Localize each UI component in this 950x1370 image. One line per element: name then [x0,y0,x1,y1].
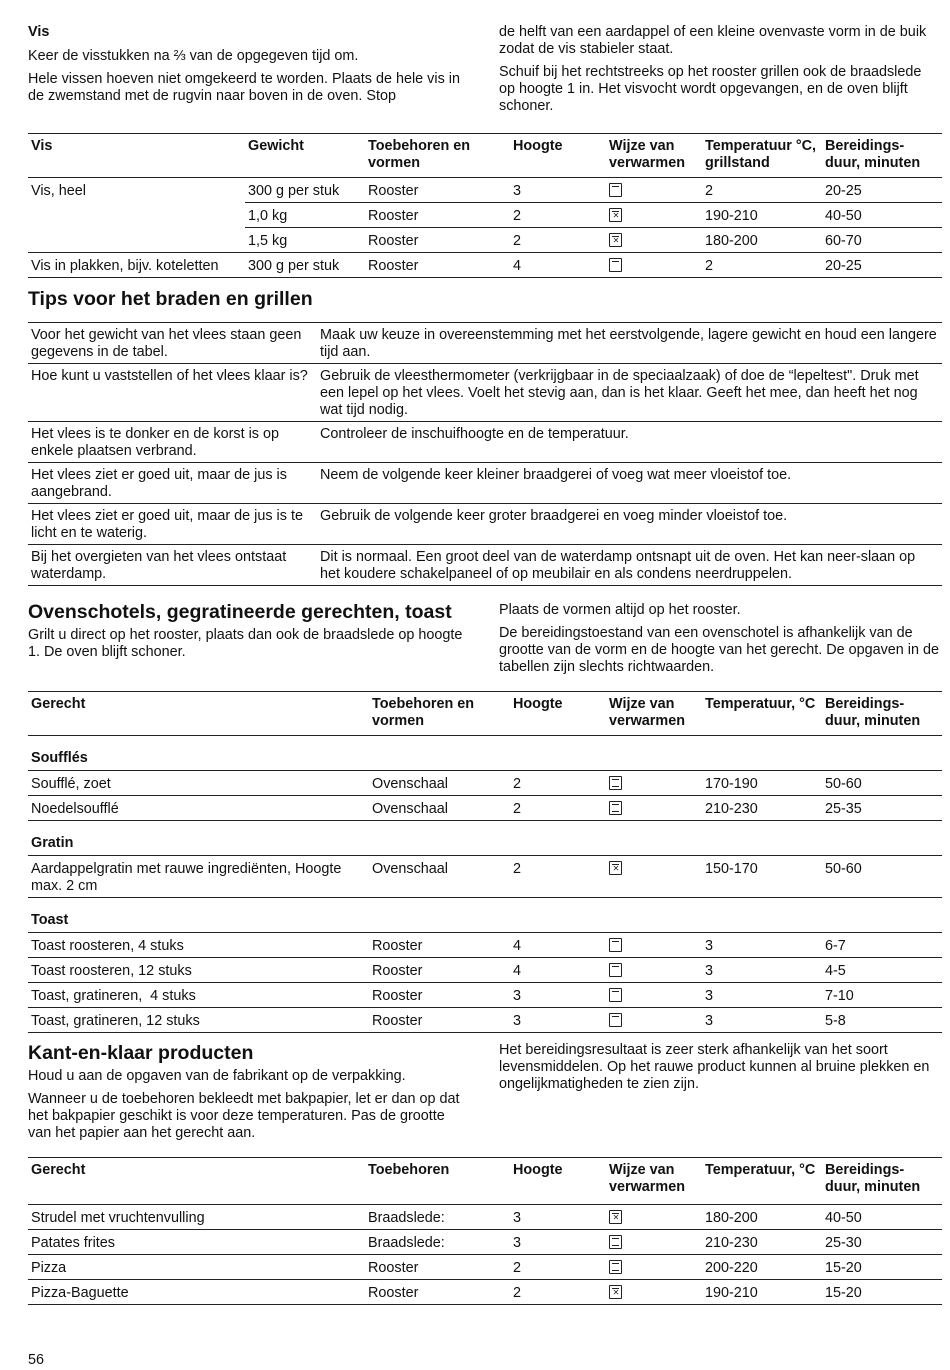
cell: 20-25 [825,183,862,199]
cell [606,771,702,796]
tips-answer: Neem de volgende keer kleiner braadgerei of voeg wat meer vloeistof toe. [317,463,942,504]
cell: 4-5 [822,958,942,983]
table-row [28,771,942,796]
vis-paragraph-1: Keer de visstukken na ⅔ van de opgegeven tijd om. [28,48,359,64]
cell: 6-7 [822,933,942,958]
cell: Aardappelgratin met rauwe ingrediënten, Hoogte max. 2 cm [28,856,369,898]
cell: Toast roosteren, 4 stuks [28,933,369,958]
cell: 3 [513,1210,522,1226]
col-header: Bereidings-duur, minuten [822,134,942,178]
cell: 170-190 [702,771,822,796]
cell: 25-35 [822,796,942,821]
cell [28,228,245,253]
cell: 2 [510,796,606,821]
cell: 60-70 [822,228,942,253]
cell [606,228,702,253]
ovenschotels-paragraph-1: Grilt u direct op het rooster, plaats dan ook de braadslede op hoogte 1. De oven blijft schoner. [28,627,463,660]
cell: 2 [510,1255,606,1280]
cell: 150-170 [702,856,822,898]
col-header: Bereidings-duur, minuten [822,692,942,736]
cell: 3 [702,983,822,1008]
cell: 1,0 kg [245,203,365,228]
cell [606,958,702,983]
cell: 2 [510,1280,606,1305]
cell [606,1205,702,1230]
tips-row [28,463,942,504]
cell: Rooster [369,958,510,983]
cell [606,983,702,1008]
cell: Toast roosteren, 12 stuks [28,958,369,983]
tips-question: Voor het gewicht van het vlees staan geen gegevens in de tabel. [28,323,317,364]
cell: Vis in plakken, bijv. koteletten [28,253,245,278]
cell: Rooster [365,228,510,253]
table-row [28,203,942,228]
kant-heading: Kant-en-klaar producten [28,1042,254,1064]
cell: 180-200 [702,228,822,253]
table-row [28,1008,942,1033]
cell: Noedelsoufflé [28,796,369,821]
ovenschotels-right [499,602,941,682]
cell: 2 [705,183,714,199]
fan-grill-icon [609,1210,622,1224]
cell: 25-30 [822,1230,942,1255]
tips-question: Het vlees is te donker en de korst is op enkele plaatsen verbrand. [28,422,317,463]
cell: Toast, gratineren, 4 stuks [28,983,369,1008]
vis-table-header [28,134,942,178]
tips-row [28,323,942,364]
vis-heading: Vis [28,24,50,40]
col-header: Temperatuur °C, grillstand [702,134,822,178]
cell: 2 [510,856,606,898]
kant-table-header [28,1158,942,1205]
col-header: Vis [28,134,245,178]
vis-intro-right [499,24,941,121]
cell: 3 [702,958,822,983]
cell: 2 [510,203,606,228]
col-header: Wijze van verwarmen [606,1158,702,1205]
vis-paragraph-4: Schuif bij het rechtstreeks op het rooster grillen ook de braadslede op hoogte 1 in. Het visvocht wordt opgevangen, en de oven blijft schoner. [499,64,922,114]
cell: 3 [702,933,822,958]
cell: Vis, heel [31,183,86,199]
kant-paragraph-2: Wanneer u de toebehoren bekleedt met bakpapier, let er dan op dat het bakpapier geschikt is voor deze temperaturen. Pas de grootte van het papier aan het gerecht aan. [28,1091,460,1141]
cell: 1,5 kg [245,228,365,253]
col-header: Temperatuur, °C [702,692,822,736]
tips-row [28,504,942,545]
group-row [28,898,942,933]
cell: Rooster [365,1280,510,1305]
group-row [28,736,942,771]
cell: 190-210 [702,203,822,228]
cell: Braadslede: [365,1230,510,1255]
fan-grill-icon [609,208,622,222]
cell [606,1280,702,1305]
grill-icon [609,258,622,272]
tips-question: Het vlees ziet er goed uit, maar de jus is te licht en te waterig. [28,504,317,545]
cell: 3 [702,1008,822,1033]
kant-paragraph-1: Houd u aan de opgaven van de fabrikant op de verpakking. [28,1068,406,1084]
oven-table-header [28,692,942,736]
cell: 300 g per stuk [245,253,365,278]
cell [606,1230,702,1255]
cell: 3 [513,183,522,199]
col-header: Wijze van verwarmen [606,134,702,178]
cell: 3 [510,983,606,1008]
table-row [28,228,942,253]
col-header: Toebehoren en vormen [369,692,510,736]
table-row [28,253,942,278]
kant-paragraph-3: Het bereidingsresultaat is zeer sterk afhankelijk van het soort levensmiddelen. Op het rauwe product kunnen al bruine plekken en ongelijkmatigheden te zien zijn. [499,1042,930,1092]
tips-row [28,364,942,422]
cell: 210-230 [702,796,822,821]
cell [606,1255,702,1280]
cell: 300 g per stuk [248,183,340,199]
cell: 2 [510,228,606,253]
tips-question: Het vlees ziet er goed uit, maar de jus is aangebrand. [28,463,317,504]
tips-answer: Dit is normaal. Een groot deel van de waterdamp ontsnapt uit de oven. Het kan neer-slaan op het koudere schakelpaneel of op meubilair en als condens neerdruppelen. [317,545,942,586]
col-header: Toebehoren [365,1158,510,1205]
group-title: Soufflés [31,750,88,766]
cell: 50-60 [822,771,942,796]
group-title: Gratin [31,835,74,851]
oven-table [28,691,942,1033]
table-row [28,796,942,821]
table-row [28,1205,942,1230]
cell [606,933,702,958]
top-bottom-heat-icon [609,1235,622,1249]
top-bottom-heat-icon [609,801,622,815]
tips-question: Bij het overgieten van het vlees ontstaat waterdamp. [28,545,317,586]
table-row [28,178,942,203]
col-header: Gerecht [28,692,369,736]
fan-grill-icon [609,233,622,247]
cell: 3 [510,1230,606,1255]
ovenschotels-paragraph-3: De bereidingstoestand van een ovenschotel is afhankelijk van de grootte van de vorm en de hoogte van het gerecht. De opgaven in de tabellen zijn slechts richtwaarden. [499,625,940,675]
col-header: Temperatuur, °C [702,1158,822,1205]
cell: Ovenschaal [369,771,510,796]
col-header: Gewicht [245,134,365,178]
cell: 210-230 [702,1230,822,1255]
cell: 20-25 [822,253,942,278]
cell: 5-8 [822,1008,942,1033]
col-header: Wijze van verwarmen [606,692,702,736]
kant-right [499,1042,941,1099]
col-header: Bereidings-duur, minuten [822,1158,942,1205]
cell [606,203,702,228]
cell [606,1008,702,1033]
col-header: Hoogte [510,1158,606,1205]
cell: 4 [510,933,606,958]
col-header: Hoogte [510,692,606,736]
cell: Rooster [365,203,510,228]
group-title: Toast [31,912,69,928]
cell: Rooster [365,1255,510,1280]
cell: 4 [510,958,606,983]
cell: 180-200 [705,1210,758,1226]
vis-intro-left [28,24,468,111]
cell: Braadslede: [368,1210,445,1226]
col-header: Hoogte [510,134,606,178]
cell: Ovenschaal [369,796,510,821]
cell: 40-50 [825,1210,862,1226]
grill-icon [609,963,622,977]
table-row [28,1230,942,1255]
cell: 7-10 [822,983,942,1008]
kant-table [28,1157,942,1305]
cell [606,796,702,821]
cell: Soufflé, zoet [28,771,369,796]
cell: 15-20 [822,1280,942,1305]
ovenschotels-heading: Ovenschotels, gegratineerde gerechten, toast [28,601,452,623]
cell: Ovenschaal [369,856,510,898]
ovenschotels-paragraph-2: Plaats de vormen altijd op het rooster. [499,602,741,618]
tips-row [28,422,942,463]
table-row [28,983,942,1008]
cell: 50-60 [822,856,942,898]
cell: 2 [510,771,606,796]
grill-icon [609,988,622,1002]
cell: 2 [702,253,822,278]
tips-answer: Maak uw keuze in overeenstemming met het eerstvolgende, lagere gewicht en houd een langere tijd aan. [317,323,942,364]
cell: Pizza-Baguette [28,1280,365,1305]
cell: 40-50 [822,203,942,228]
tips-table [28,322,942,586]
tips-row [28,545,942,586]
cell: Strudel met vruchtenvulling [31,1210,205,1226]
cell: Pizza [28,1255,365,1280]
table-row [28,856,942,898]
grill-icon [609,183,622,197]
grill-icon [609,1013,622,1027]
fan-grill-icon [609,1285,622,1299]
page-number: 56 [28,1352,45,1368]
cell: 200-220 [702,1255,822,1280]
cell: Rooster [368,183,419,199]
tips-answer: Controleer de inschuifhoogte en de temperatuur. [317,422,942,463]
cell: 190-210 [702,1280,822,1305]
col-header: Toebehoren en vormen [365,134,510,178]
cell: 4 [510,253,606,278]
cell: Rooster [369,1008,510,1033]
table-row [28,933,942,958]
ovenschotels-left [28,601,473,667]
vis-table [28,133,942,278]
tips-question: Hoe kunt u vaststellen of het vlees klaar is? [28,364,317,422]
cell: Toast, gratineren, 12 stuks [28,1008,369,1033]
cell: Rooster [369,933,510,958]
cell [28,203,245,228]
tips-answer: Gebruik de vleesthermometer (verkrijgbaar in de speciaalzaak) of doe de “lepeltest". Druk met een lepel op het vlees. Voelt het stevig aan, dan is het klaar. Geeft het mee, dan heeft het nog wat tijd nodig. [317,364,942,422]
cell [606,253,702,278]
cell [606,856,702,898]
cell: Rooster [365,253,510,278]
cell [606,178,702,203]
tips-answer: Gebruik de volgende keer groter braadgerei en voeg minder vloeistof toe. [317,504,942,545]
vis-paragraph-3: de helft van een aardappel of een kleine ovenvaste vorm in de buik zodat de vis stabieler staat. [499,24,927,57]
kant-left [28,1042,468,1148]
cell: 3 [510,1008,606,1033]
table-row [28,1280,942,1305]
top-bottom-heat-icon [609,1260,622,1274]
cell: Patates frites [28,1230,365,1255]
top-bottom-heat-icon [609,776,622,790]
tips-heading: Tips voor het braden en grillen [28,288,313,310]
vis-paragraph-2: Hele vissen hoeven niet omgekeerd te worden. Plaats de hele vis in de zwemstand met de rugvin naar boven in de oven. Stop [28,71,460,104]
fan-grill-icon [609,861,622,875]
grill-icon [609,938,622,952]
table-row [28,958,942,983]
cell: 15-20 [822,1255,942,1280]
col-header: Gerecht [28,1158,365,1205]
table-row [28,1255,942,1280]
group-row [28,821,942,856]
cell: Rooster [369,983,510,1008]
